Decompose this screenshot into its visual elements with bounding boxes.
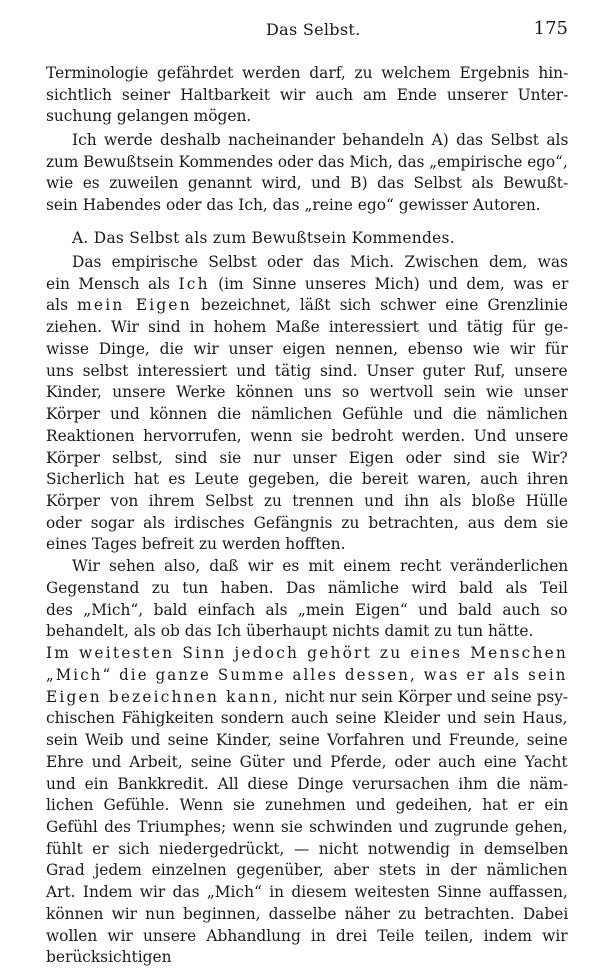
line-run: eines Tages befreit zu werden hofften. xyxy=(46,535,346,554)
line-run: nicht nur sein Körper und seine psy- xyxy=(280,687,569,706)
line-run: berücksichtigen xyxy=(46,948,172,967)
line-run: Gefühl des Triumphes; wenn sie schwinden und zugrunde gehen, xyxy=(46,818,568,837)
line-run: als xyxy=(46,296,78,315)
line-run: Das empirische Selbst oder das Mich. xyxy=(72,252,395,271)
section-heading xyxy=(72,225,455,251)
line-run: chischen Fähigkeiten sondern auch seine Kleider und sein Haus, xyxy=(46,709,568,728)
line-run: uns selbst interessiert und tätig sind. Unser guter Ruf, unsere xyxy=(46,361,568,380)
line-run: Eigen bezeichnen kann, xyxy=(46,687,281,706)
line-run: (im Sinne unseres Mich) und dem, was er xyxy=(209,274,569,293)
line-run: des „Mich“, bald einfach als „mein Eigen“ und bald auch so xyxy=(46,600,568,619)
text-line xyxy=(46,192,541,218)
line-run: bezeichnet, läßt sich schwer eine Grenzlinie xyxy=(191,296,569,315)
line-run: sein Habendes oder das Ich, das „reine ego“ gewisser Autoren. xyxy=(46,196,541,215)
line-run: Terminologie gefährdet werden darf, zu welchem Ergebnis hin- xyxy=(46,64,569,82)
line-run: wollen wir unsere Abhandlung in drei Teile teilen, indem wir xyxy=(46,926,568,945)
line-run: mein Eigen xyxy=(77,296,192,315)
line-run: Körper von ihrem Selbst zu trennen und ihn als bloße Hülle xyxy=(46,492,568,510)
line-run: Gegenstand zu tun haben. Das nämliche wird bald als Teil xyxy=(46,578,568,597)
line-run: Zwischen dem, was xyxy=(394,252,568,271)
line-run: Reaktionen hervorrufen, wenn sie bedroht werden. Und unsere xyxy=(46,426,569,445)
line-run: und ein Bankkredit. All diese Dinge verursachen ihm die näm- xyxy=(46,774,569,793)
line-run: wie es zuweilen genannt wird, und B) das Selbst als Bewußt- xyxy=(46,174,569,193)
line-run: A. Das Selbst als zum Bewußtsein Kommendes. xyxy=(72,228,455,247)
text-line xyxy=(46,103,251,129)
line-run: sichtlich seiner Haltbarkeit wir auch am Ende unserer Unter- xyxy=(46,85,569,104)
line-run: Art. Indem wir das „Mich“ in diesem weitesten Sinne auffassen, xyxy=(46,883,568,902)
line-run: Wir sehen also, daß wir es mit einem recht veränderlichen xyxy=(72,557,569,576)
line-run: Körper selbst, sind sie nur unser Eigen oder sind sie Wir? xyxy=(46,448,568,467)
line-run: suchung gelangen mögen. xyxy=(46,107,252,126)
line-run: Ich werde deshalb nacheinander behandeln A) das Selbst als xyxy=(72,130,569,149)
page-number: 175 xyxy=(533,18,568,39)
line-run: „Mich“ die ganze Summe alles dessen, was er als sein xyxy=(46,665,568,684)
line-run: fühlt er sich niedergedrückt, — nicht notwendig in demselben xyxy=(46,839,569,858)
line-run: können wir nun beginnen, dasselbe näher zu betrachten. Dabei xyxy=(46,904,569,923)
line-run: Ich xyxy=(178,274,210,293)
running-head-title: Das Selbst. xyxy=(266,20,361,39)
line-run: wisse Dinge, die wir unser eigen nennen, ebenso wie wir für xyxy=(46,339,568,358)
line-run: behandelt, als ob das Ich überhaupt nichts damit zu tun hätte. xyxy=(46,622,534,641)
line-run: Grad jedem einzelnen gegenüber, aber stets in der nämlichen xyxy=(46,861,568,880)
line-run: ziehen. Wir sind in hohem Maße interessiert und tätig für ge- xyxy=(46,318,569,337)
text-line xyxy=(46,944,172,970)
line-run: Sicherlich hat es Leute gegeben, die bereit waren, auch ihren xyxy=(46,470,569,489)
running-head xyxy=(0,20,600,44)
line-run: sein Weib und seine Kinder, seine Vorfahren und Freunde, seine xyxy=(46,731,568,750)
line-run: Im weitesten Sinn jedoch gehört zu eines Menschen xyxy=(46,644,569,663)
line-run: Körper und können die nämlichen Gefühle und die nämlichen xyxy=(46,405,568,424)
line-run: Ehre und Arbeit, seine Güter und Pferde, oder auch eine Yacht xyxy=(46,752,568,771)
line-run: oder sogar als irdisches Gefängnis zu betrachten, aus dem sie xyxy=(46,513,569,532)
line-run: zum Bewußtsein Kommendes oder das Mich, das „empirische ego“, xyxy=(46,152,568,171)
line-run: Kinder, unsere Werke können uns so wertvoll sein wie unser xyxy=(46,383,568,402)
line-run: lichen Gefühle. Wenn sie zunehmen und gedeihen, hat er ein xyxy=(46,796,569,815)
line-run: ein Mensch als xyxy=(46,274,179,293)
